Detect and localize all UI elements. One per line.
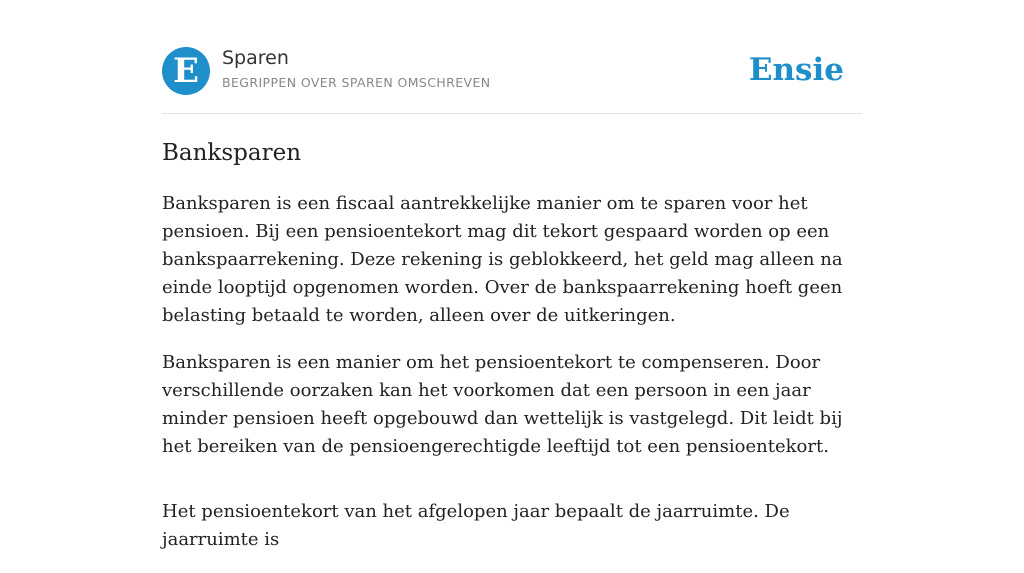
brand-link[interactable]: Ensie bbox=[748, 52, 844, 88]
site-subtitle: BEGRIPPEN OVER SPAREN OMSCHREVEN bbox=[222, 75, 491, 90]
site-header bbox=[162, 0, 862, 114]
article-paragraph: Banksparen is een fiscaal aantrekkelijke manier om te sparen voor het pensioen. Bij een pensioentekort mag dit tekort gespaard worden op een bankspaarrekening. Deze rekening is geblokkeerd, het geld mag alleen na einde looptijd opgenomen worden. Over de bankspaarrekening hoeft geen belasting betaald te worden, alleen over de uitkeringen. bbox=[162, 193, 843, 326]
article-title: Banksparen bbox=[162, 140, 302, 166]
logo-letter: E bbox=[173, 51, 199, 91]
article-paragraph: Banksparen is een manier om het pensioentekort te compenseren. Door verschillende oorzaken kan het voorkomen dat een persoon in een jaar minder pensioen heeft opgebouwd dan wettelijk is vastgelegd. Dit leidt bij het bereiken van de pensioengerechtigde leeftijd tot een pensioentekort. bbox=[162, 352, 843, 457]
article-body bbox=[162, 190, 872, 573]
site-logo[interactable] bbox=[162, 47, 210, 95]
article-paragraph: Het pensioentekort van het afgelopen jaar bepaalt de jaarruimte. De jaarruimte is bbox=[162, 501, 790, 550]
site-title[interactable]: Sparen bbox=[222, 47, 289, 69]
page-container bbox=[162, 0, 862, 550]
